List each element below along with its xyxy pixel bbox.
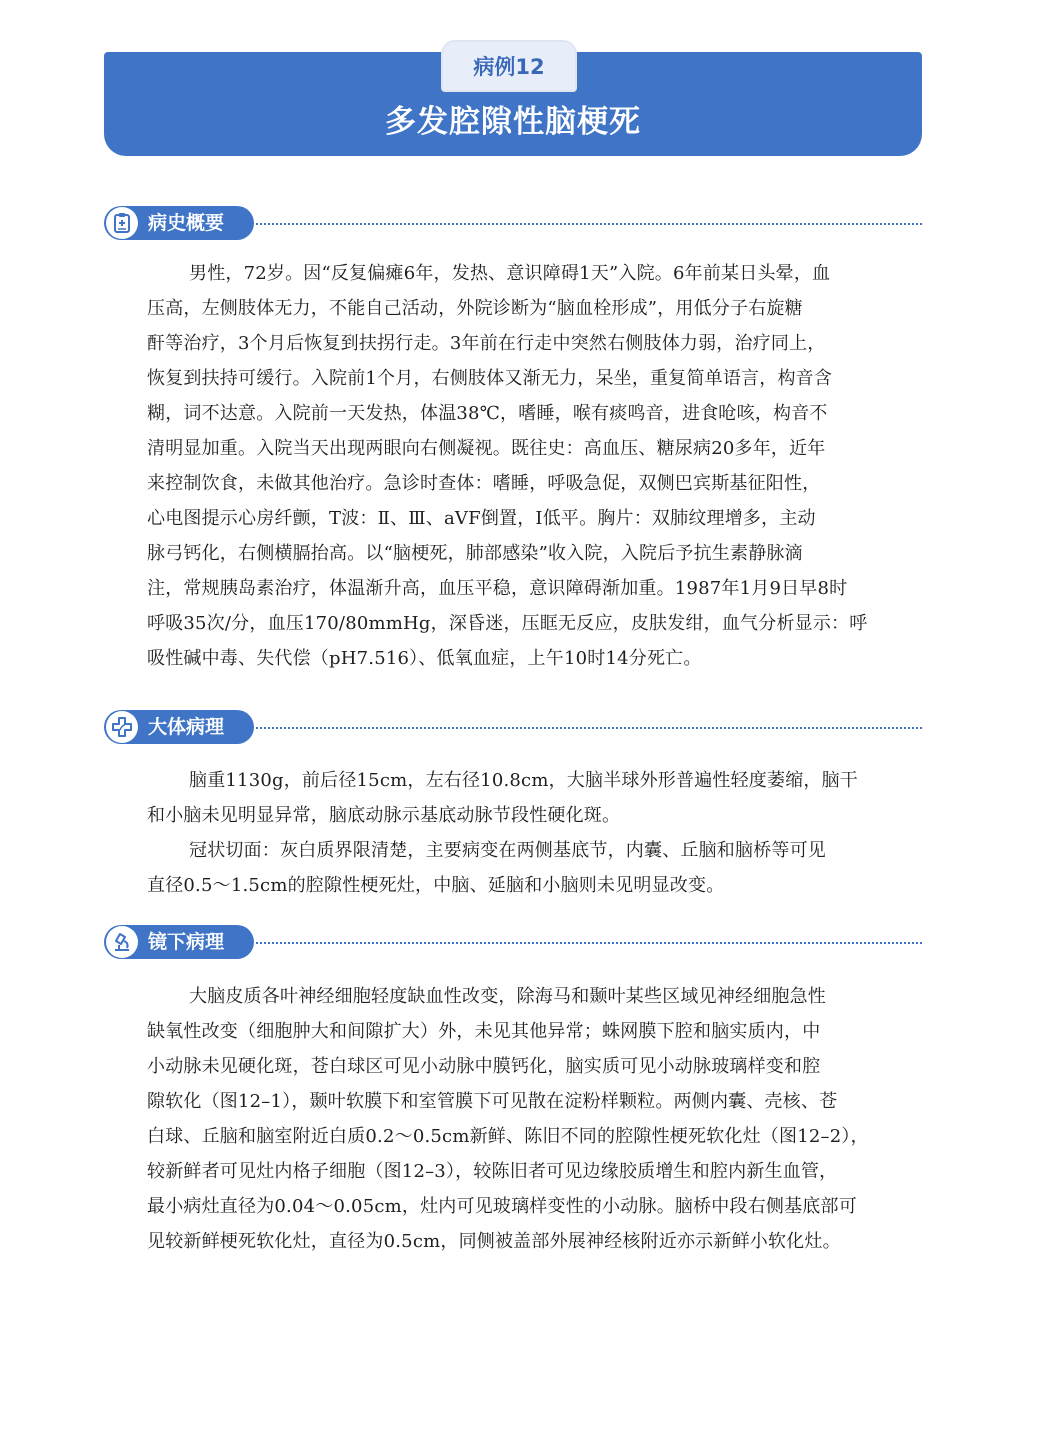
case-title: 多发腔隙性脑梗死	[385, 104, 641, 140]
section-title: 镜下病理	[148, 931, 225, 953]
section-header-micro	[104, 925, 922, 961]
text-line: 压高，左侧肢体无力，不能自己活动，外院诊断为“脑血栓形成”，用低分子右旋糖	[147, 298, 803, 319]
medical-cross-icon	[106, 711, 138, 743]
text-line: 脉弓钙化，右侧横膈抬高。以“脑梗死，肺部感染”收入院，入院后予抗生素静脉滴	[147, 543, 803, 564]
text-line: 隙软化（图12–1），颞叶软膜下和室管膜下可见散在淀粉样颗粒。两侧内囊、壳核、苍	[147, 1091, 838, 1112]
microscope-icon	[106, 926, 138, 958]
case-number: 病例12	[473, 55, 545, 79]
section-header-gross	[104, 710, 922, 746]
text-line: 白球、丘脑和脑室附近白质0.2～0.5cm新鲜、陈旧不同的腔隙性梗死软化灶（图12–2），	[147, 1126, 869, 1147]
text-line: 脑重1130g，前后径15cm，左右径10.8cm，大脑半球外形普遍性轻度萎缩，脑干	[189, 770, 859, 791]
case-number-tab	[441, 40, 577, 92]
text-line: 呼吸35次/分，血压170/80mmHg，深昏迷，压眶无反应，皮肤发绀，血气分析显示：呼	[147, 613, 868, 634]
text-line: 心电图提示心房纤颤，T波：Ⅱ、Ⅲ、aVF倒置，Ⅰ低平。胸片：双肺纹理增多，主动	[147, 508, 816, 529]
section-pill	[104, 925, 254, 959]
dotted-divider	[256, 727, 922, 729]
text-line: 吸性碱中毒、失代偿（pH7.516）、低氧血症，上午10时14分死亡。	[147, 648, 702, 669]
section-header-history	[104, 206, 922, 242]
text-line: 清明显加重。入院当天出现两眼向右侧凝视。既往史：高血压、糖尿病20多年，近年	[147, 438, 826, 459]
text-line: 注，常规胰岛素治疗，体温渐升高，血压平稳，意识障碍渐加重。1987年1月9日早8时	[147, 578, 848, 599]
text-line: 酐等治疗，3个月后恢复到扶拐行走。3年前在行走中突然右侧肢体力弱，治疗同上，	[147, 333, 826, 354]
text-line: 男性，72岁。因“反复偏瘫6年，发热、意识障碍1天”入院。6年前某日头晕，血	[189, 263, 831, 284]
dotted-divider	[256, 942, 922, 944]
section-title: 病史概要	[148, 212, 225, 234]
text-line: 恢复到扶持可缓行。入院前1个月，右侧肢体又渐无力，呆坐，重复简单语言，构音含	[147, 368, 833, 389]
text-line: 较新鲜者可见灶内格子细胞（图12–3），较陈旧者可见边缘胶质增生和腔内新生血管，	[147, 1161, 838, 1182]
text-line: 缺氧性改变（细胞肿大和间隙扩大）外，未见其他异常；蛛网膜下腔和脑实质内，中	[147, 1021, 821, 1042]
text-line: 小动脉未见硬化斑，苍白球区可见小动脉中膜钙化，脑实质可见小动脉玻璃样变和腔	[147, 1056, 821, 1077]
text-line: 来控制饮食，未做其他治疗。急诊时查体：嗜睡，呼吸急促，双侧巴宾斯基征阳性，	[147, 473, 821, 494]
text-line: 见较新鲜梗死软化灶，直径为0.5cm，同侧被盖部外展神经核附近亦示新鲜小软化灶。	[147, 1231, 841, 1252]
text-line: 糊，词不达意。入院前一天发热，体温38℃，嗜睡，喉有痰鸣音，进食呛咳，构音不	[147, 403, 828, 424]
text-line: 大脑皮质各叶神经细胞轻度缺血性改变，除海马和颞叶某些区域见神经细胞急性	[189, 986, 826, 1007]
text-line: 最小病灶直径为0.04～0.05cm，灶内可见玻璃样变性的小动脉。脑桥中段右侧基底部可	[147, 1196, 857, 1217]
text-line: 冠状切面：灰白质界限清楚，主要病变在两侧基底节，内囊、丘脑和脑桥等可见	[189, 840, 826, 861]
section-pill	[104, 710, 254, 744]
history-paragraph	[147, 256, 925, 676]
micro-paragraph	[147, 979, 925, 1259]
section-title: 大体病理	[148, 716, 225, 738]
dotted-divider	[256, 223, 922, 225]
text-line: 直径0.5～1.5cm的腔隙性梗死灶，中脑、延脑和小脑则未见明显改变。	[147, 875, 725, 896]
clipboard-icon	[106, 207, 138, 239]
gross-paragraph	[147, 763, 925, 903]
section-pill	[104, 206, 254, 240]
text-line: 和小脑未见明显异常，脑底动脉示基底动脉节段性硬化斑。	[147, 805, 621, 826]
